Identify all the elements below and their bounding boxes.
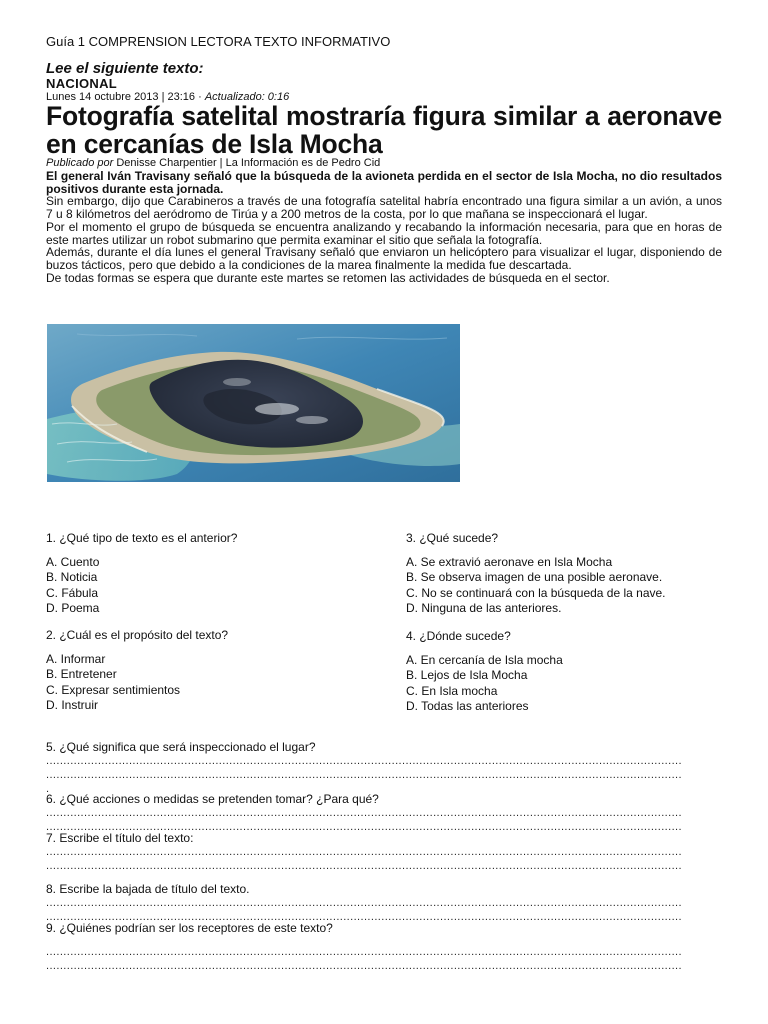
article-paragraph: De todas formas se espera que durante este martes se retomen las actividades de búsqueda en el sector. (46, 270, 610, 285)
article-paragraph: Sin embargo, dijo que Carabineros a través de una fotografía satelital habría encontrado una figura similar a un avión, a unos 7 u 8 kilómetros del aeródromo de Tirúa y a 200 metros de la costa, por lo que mañana se inspeccionará el lugar. (46, 194, 722, 222)
question-3 (406, 531, 666, 617)
question-9 (46, 921, 722, 974)
stray-dot: . (46, 783, 50, 795)
answer-option: C. Fábula (46, 585, 99, 600)
guide-title: Guía 1 COMPRENSION LECTORA TEXTO INFORMATIVO (46, 34, 391, 49)
answer-line[interactable]: ........................................................................................................................................................................................ (46, 807, 682, 819)
answer-option: D. Instruir (46, 698, 99, 713)
article-paragraph: Además, durante el día lunes el general Travisany señaló que enviaron un helicóptero para visualizar el lugar, disponiendo de buzos tácticos, pero que debido a la condiciones de la marea finalmente la medida fue descartada. (46, 245, 722, 272)
question-title: 9. ¿Quiénes podrían ser los receptores de este texto? (46, 921, 333, 935)
answer-option: D. Todas las anteriores (406, 699, 529, 714)
article-paragraph: Por el momento el grupo de búsqueda se encuentra analizando y recabando la información necesaria, para que en horas de este martes utilizar un robot submarino que permita examinar el sitio que señala la fotografía. (46, 219, 722, 247)
question-title: 8. Escribe la bajada de título del texto. (46, 882, 250, 896)
question-title: 3. ¿Qué sucede? (406, 531, 499, 545)
question-title: 5. ¿Qué significa que será inspeccionado el lugar? (46, 740, 316, 754)
answer-option: B. Se observa imagen de una posible aeronave. (406, 570, 663, 585)
question-8 (46, 882, 722, 925)
question-6 (46, 792, 722, 835)
question-5 (46, 740, 722, 797)
answer-line[interactable]: ........................................................................................................................................................................................ (46, 846, 682, 858)
answer-option: B. Noticia (46, 570, 98, 585)
byline-prefix: Publicado por (46, 157, 114, 169)
answer-option: A. Cuento (46, 554, 100, 569)
question-4 (406, 629, 563, 715)
question-title: 4. ¿Dónde sucede? (406, 629, 511, 643)
answer-option: D. Poema (46, 601, 100, 616)
answer-line[interactable]: ........................................................................................................................................................................................ (46, 769, 682, 781)
question-title: 7. Escribe el título del texto: (46, 831, 194, 845)
article-body (46, 170, 722, 284)
answer-line[interactable]: ........................................................................................................................................................................................ (46, 821, 682, 833)
news-section: NACIONAL (46, 76, 118, 91)
answer-line[interactable]: ........................................................................................................................................................................................ (46, 960, 682, 972)
article-headline: Fotografía satelital mostraría figura similar a aeronave en cercanías de Isla Mocha (46, 101, 722, 159)
article-paragraph: El general Iván Travisany señaló que la búsqueda de la avioneta perdida en el sector de Isla Mocha, no dio resultados positivos durante esta jornada. (46, 169, 722, 196)
answer-option: D. Ninguna de las anteriores. (406, 601, 562, 616)
byline (46, 157, 380, 169)
answer-option: C. No se continuará con la búsqueda de la nave. (406, 585, 666, 600)
question-title: 6. ¿Qué acciones o medidas se pretenden tomar? ¿Para qué? (46, 792, 379, 806)
answer-option: A. Informar (46, 651, 106, 666)
answer-line[interactable]: ........................................................................................................................................................................................ (46, 897, 682, 909)
answer-line[interactable]: ........................................................................................................................................................................................ (46, 946, 682, 958)
island-photo-illustration (47, 324, 460, 482)
island-aerial-photo (47, 324, 460, 482)
reading-instruction: Lee el siguiente texto: (46, 60, 204, 77)
question-7 (46, 831, 722, 874)
answer-option: B. Entretener (46, 667, 117, 682)
answer-line[interactable]: ........................................................................................................................................................................................ (46, 755, 682, 767)
answer-option: A. En cercanía de Isla mocha (406, 652, 563, 667)
answer-line[interactable]: ........................................................................................................................................................................................ (46, 911, 682, 923)
answer-option: A. Se extravió aeronave en Isla Mocha (406, 554, 613, 569)
answer-line[interactable]: ........................................................................................................................................................................................ (46, 860, 682, 872)
answer-option: B. Lejos de Isla Mocha (406, 668, 528, 683)
question-2 (46, 628, 228, 714)
date-separator: · (195, 91, 205, 103)
byline-author: Denisse Charpentier | La Información es de Pedro Cid (113, 157, 381, 169)
question-title: 1. ¿Qué tipo de texto es el anterior? (46, 531, 238, 545)
question-title: 2. ¿Cuál es el propósito del texto? (46, 628, 229, 642)
question-1 (46, 531, 237, 617)
answer-option: C. Expresar sentimientos (46, 682, 181, 697)
publish-date: Lunes 14 octubre 2013 | 23:16 (46, 91, 196, 103)
answer-option: C. En Isla mocha (406, 683, 498, 698)
updated-time: Actualizado: 0:16 (204, 91, 290, 103)
